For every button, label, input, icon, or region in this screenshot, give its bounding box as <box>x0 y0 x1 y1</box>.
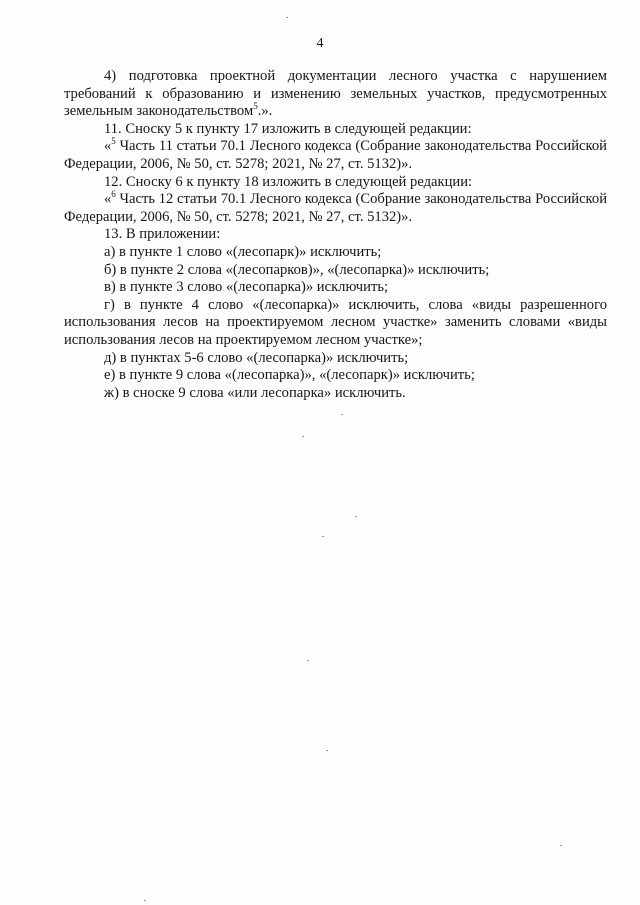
footnote-ref-5: 5 <box>253 101 258 112</box>
scan-speck <box>286 17 288 18</box>
paragraph-item-12-heading: 12. Сноску 6 к пункту 18 изложить в следующей редакции: <box>104 173 473 190</box>
sub-item-d: д) в пунктах 5-6 слово «(лесопарка)» исключить; <box>104 349 409 366</box>
paragraph-item-11-heading: 11. Сноску 5 к пункту 17 изложить в следующей редакции: <box>104 120 472 137</box>
scan-speck <box>560 845 562 846</box>
scan-speck <box>326 750 328 751</box>
scan-speck <box>302 436 304 437</box>
sub-item-e: е) в пункте 9 слова «(лесопарка)», «(лесопарк)» исключить; <box>104 367 475 384</box>
sub-item-zh: ж) в сноске 9 слова «или лесопарка» исключить. <box>104 384 406 401</box>
scan-speck <box>341 414 343 415</box>
item-11-quote-open: « <box>104 138 112 155</box>
scan-speck <box>355 516 357 517</box>
item-4-text: 4) подготовка проектной документации лесного участка с нарушением требований к образованию и изменению земельных участков, предусмотренных земельным законодательством <box>64 68 607 120</box>
item-12-quote-open: « <box>104 191 112 208</box>
document-body <box>64 68 607 402</box>
item-4-tail: .». <box>257 103 273 120</box>
paragraph-item-4 <box>64 68 607 121</box>
item-11-text: Часть 11 статьи 70.1 Лесного кодекса (Собрание законодательства Российской Федерации, 2006, № 50, ст. 5278; 2021, № 27, ст. 5132)». <box>64 138 607 172</box>
item-12-text: Часть 12 статьи 70.1 Лесного кодекса (Собрание законодательства Российской Федерации, 2006, № 50, ст. 5278; 2021, № 27, ст. 5132)». <box>64 191 607 225</box>
footnote-mark-6: 6 <box>111 189 116 200</box>
footnote-mark-5: 5 <box>111 136 116 147</box>
sub-item-a: а) в пункте 1 слово «(лесопарк)» исключить; <box>104 243 382 260</box>
scan-speck <box>307 660 309 661</box>
page-number: 4 <box>316 36 324 51</box>
scan-speck <box>144 900 146 901</box>
sub-item-g: г) в пункте 4 слово «(лесопарка)» исключить, слова «виды разрешенного использования лесов на проектируемом лесном участке» заменить словами «виды использования лесов на проектируемом лесном участке»; <box>64 296 607 348</box>
scan-speck <box>322 536 324 537</box>
sub-item-v: в) в пункте 3 слово «(лесопарка)» исключить; <box>104 279 389 296</box>
sub-item-b: б) в пункте 2 слова «(лесопарков)», «(лесопарка)» исключить; <box>104 261 490 278</box>
paragraph-item-11-text <box>64 138 607 173</box>
paragraph-item-13-heading: 13. В приложении: <box>104 226 221 243</box>
paragraph-item-12-text <box>64 191 607 226</box>
